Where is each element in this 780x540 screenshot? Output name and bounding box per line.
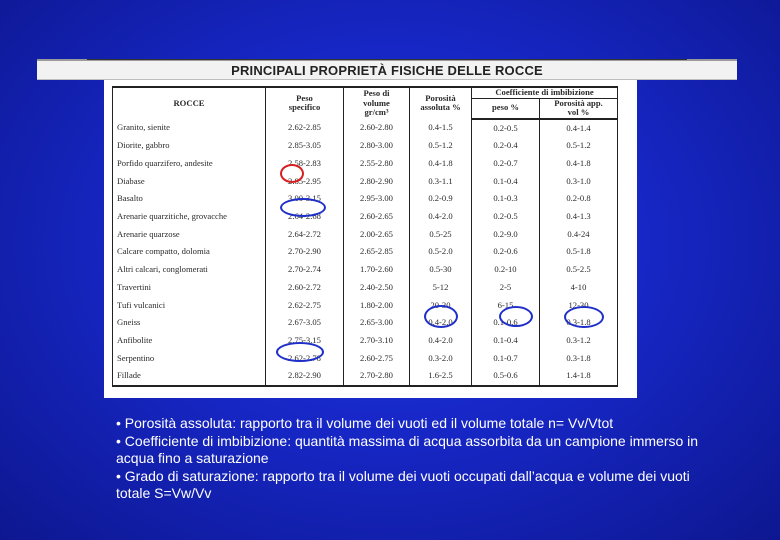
page-title: PRINCIPALI PROPRIETÀ FISICHE DELLE ROCCE: [231, 63, 543, 78]
value-cell: 0.2-9.0: [472, 226, 540, 244]
value-cell: 0.1-0.3: [472, 190, 540, 208]
value-cell: 3.00-3.15: [266, 190, 344, 208]
note-porosita: [116, 415, 726, 433]
table-row: [113, 314, 618, 332]
value-cell: 2.75-3.15: [266, 332, 344, 350]
value-cell: 5-12: [410, 279, 472, 297]
value-cell: 2.70-3.10: [344, 332, 410, 350]
title-rule: [87, 59, 687, 60]
value-cell: 2.70-2.74: [266, 261, 344, 279]
value-cell: 0.2-0.6: [472, 243, 540, 261]
value-cell: 0.4-1.4: [540, 119, 618, 138]
value-cell: 0.3-1.2: [540, 332, 618, 350]
table-body: [113, 119, 618, 387]
value-cell: 2.85-3.05: [266, 137, 344, 155]
title-strip: [37, 59, 737, 80]
bullet: •: [116, 467, 121, 484]
value-cell: 0.4-1.3: [540, 208, 618, 226]
value-cell: 2.64-2.72: [266, 226, 344, 244]
value-cell: 0.2-0.7: [472, 155, 540, 173]
rock-name: Gneiss: [113, 314, 266, 332]
rock-name: Fillade: [113, 367, 266, 386]
header-coeff-peso: peso %: [472, 98, 540, 119]
header-coeff-vol: [540, 98, 618, 119]
table-row: [113, 119, 618, 138]
header-porosita: [410, 87, 472, 119]
value-cell: 1.70-2.60: [344, 261, 410, 279]
value-cell: 0.4-2.0: [410, 332, 472, 350]
table-row: [113, 261, 618, 279]
value-cell: 0.5-2.0: [410, 243, 472, 261]
value-cell: 2.64-2.68: [266, 208, 344, 226]
value-cell: 0.4-1.5: [410, 119, 472, 138]
value-cell: 0.5-25: [410, 226, 472, 244]
header-line: vol %: [567, 107, 590, 117]
definition-text: : quantità massima di acqua assorbita da un campione immerso in acqua fino a saturazione: [116, 432, 699, 466]
header-coeff-group: Coefficiente di imbibizione: [472, 87, 618, 98]
table-row: [113, 226, 618, 244]
rock-name: Calcare compatto, dolomia: [113, 243, 266, 261]
value-cell: 2.40-2.50: [344, 279, 410, 297]
value-cell: 12-30: [540, 297, 618, 315]
header-line: assoluta %: [420, 102, 461, 113]
value-cell: 2.95-3.00: [344, 190, 410, 208]
value-cell: 0.5-30: [410, 261, 472, 279]
value-cell: 2.60-2.65: [344, 208, 410, 226]
rock-name: Altri calcari, conglomerati: [113, 261, 266, 279]
value-cell: 6-15: [472, 297, 540, 315]
value-cell: 2.62-2.85: [266, 119, 344, 138]
value-cell: 4-10: [540, 279, 618, 297]
value-cell: 2.82-2.90: [266, 367, 344, 386]
definition-text: : rapporto tra il volume dei vuoti ed il volume totale n= Vv/Vtot: [232, 415, 614, 431]
header-line: Peso di: [363, 88, 390, 98]
header-peso-volume: [344, 87, 410, 119]
value-cell: 0.4-2.0: [410, 208, 472, 226]
value-cell: 2-5: [472, 279, 540, 297]
rock-properties-table: [112, 86, 618, 387]
value-cell: 0.3-1.8: [540, 314, 618, 332]
value-cell: 0.4-1.8: [410, 155, 472, 173]
header-line: volume: [363, 97, 390, 108]
value-cell: 1.6-2.5: [410, 367, 472, 386]
value-cell: 2.65-2.85: [344, 243, 410, 261]
value-cell: 2.60-2.72: [266, 279, 344, 297]
definitions: [116, 415, 726, 503]
value-cell: 0.2-0.9: [410, 190, 472, 208]
table-row: [113, 332, 618, 350]
value-cell: 2.00-2.65: [344, 226, 410, 244]
note-saturazione: [116, 468, 726, 503]
value-cell: 0.2-0.5: [472, 208, 540, 226]
value-cell: 0.3-1.1: [410, 173, 472, 191]
value-cell: 2.55-2.80: [344, 155, 410, 173]
value-cell: 0.1-0.7: [472, 350, 540, 368]
value-cell: 0.2-0.5: [472, 119, 540, 138]
rock-name: Diabase: [113, 173, 266, 191]
header-line: gr/cm³: [364, 107, 389, 117]
rock-name: Arenarie quarzitiche, grovacche: [113, 208, 266, 226]
value-cell: 0.5-1.2: [540, 137, 618, 155]
value-cell: 0.5-1.2: [410, 137, 472, 155]
table-row: [113, 208, 618, 226]
value-cell: 0.4-2.0: [410, 314, 472, 332]
definition-text: : rapporto tra il volume dei vuoti occupati dall’acqua e volume dei vuoti totale S=Vw/Vv: [116, 467, 690, 501]
rock-name: Granito, sienite: [113, 119, 266, 138]
rock-name: Diorite, gabbro: [113, 137, 266, 155]
rock-name: Serpentino: [113, 350, 266, 368]
value-cell: 1.4-1.8: [540, 367, 618, 386]
value-cell: 2.60-2.75: [344, 350, 410, 368]
term: Coefficiente di imbibizione: [124, 432, 288, 449]
table-row: [113, 243, 618, 261]
value-cell: 2.80-3.00: [344, 137, 410, 155]
table-row: [113, 173, 618, 191]
table-row: [113, 190, 618, 208]
header-line: Peso: [296, 92, 313, 103]
term: Porosità assoluta: [124, 415, 233, 431]
table-row: [113, 367, 618, 386]
bullet: •: [116, 415, 121, 431]
value-cell: 2.67-3.05: [266, 314, 344, 332]
value-cell: 0.1-0.4: [472, 332, 540, 350]
note-imbibizione: [116, 433, 726, 468]
value-cell: 0.5-2.5: [540, 261, 618, 279]
table-row: [113, 155, 618, 173]
value-cell: 0.3-1.0: [540, 173, 618, 191]
value-cell: 0.4-1.8: [540, 155, 618, 173]
table-row: [113, 350, 618, 368]
term: Grado di saturazione: [124, 467, 255, 484]
rock-name: Basalto: [113, 190, 266, 208]
table-row: [113, 279, 618, 297]
value-cell: 0.1-0.6: [472, 314, 540, 332]
value-cell: 0.3-1.8: [540, 350, 618, 368]
table-row: [113, 137, 618, 155]
value-cell: 2.85-2.95: [266, 173, 344, 191]
value-cell: 0.1-0.4: [472, 173, 540, 191]
header-line: Porosità: [425, 92, 456, 103]
value-cell: 2.70-2.80: [344, 367, 410, 386]
value-cell: 2.60-2.80: [344, 119, 410, 138]
rock-name: Arenarie quarzose: [113, 226, 266, 244]
value-cell: 2.62-2.75: [266, 297, 344, 315]
value-cell: 2.62-2.78: [266, 350, 344, 368]
value-cell: 2.80-2.90: [344, 173, 410, 191]
header-line: Porosità app.: [554, 98, 603, 108]
table-row: [113, 297, 618, 315]
bullet: •: [116, 432, 121, 449]
rock-name: Anfibolite: [113, 332, 266, 350]
rock-name: Tufi vulcanici: [113, 297, 266, 315]
header-line: specifico: [288, 102, 321, 113]
value-cell: 0.2-0.4: [472, 137, 540, 155]
table-panel: [104, 80, 637, 398]
value-cell: 2.65-3.00: [344, 314, 410, 332]
value-cell: 0.5-0.6: [472, 367, 540, 386]
value-cell: 2.70-2.90: [266, 243, 344, 261]
value-cell: 0.5-1.8: [540, 243, 618, 261]
value-cell: 0.4-24: [540, 226, 618, 244]
value-cell: 0.2-0.8: [540, 190, 618, 208]
value-cell: 1.80-2.00: [344, 297, 410, 315]
value-cell: 0.3-2.0: [410, 350, 472, 368]
header-rocce: ROCCE: [113, 87, 266, 119]
value-cell: 2.58-2.83: [266, 155, 344, 173]
rock-name: Travertini: [113, 279, 266, 297]
header-peso-specifico: [266, 87, 344, 119]
value-cell: 20-30: [410, 297, 472, 315]
rock-name: Porfido quarzifero, andesite: [113, 155, 266, 173]
value-cell: 0.2-10: [472, 261, 540, 279]
